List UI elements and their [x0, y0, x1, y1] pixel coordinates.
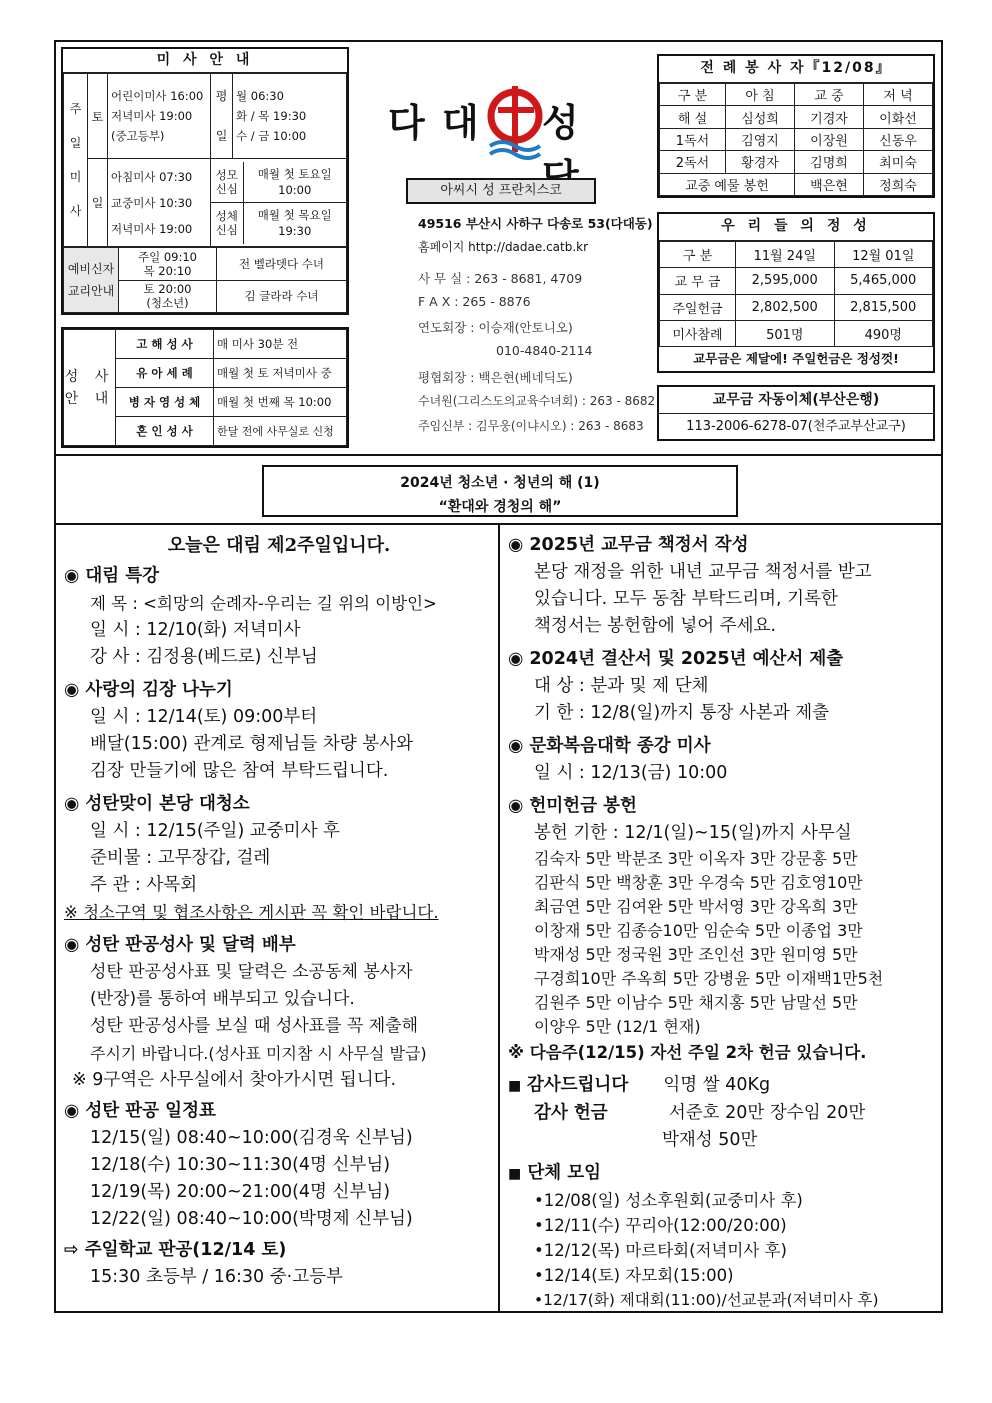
thanks-money-donors: 서준호 20만 장수임 20만	[668, 1103, 866, 1123]
finance-title: 우 리 들 의 정 성	[659, 214, 933, 241]
devotion-cells	[211, 159, 347, 247]
college-mass-heading: ◉ 문화복음대학 종강 미사	[508, 736, 711, 756]
mass-schedule-table	[63, 73, 347, 247]
intro-line: 오늘은 대림 제2주일입니다.	[167, 535, 391, 556]
finance-box	[657, 212, 935, 373]
finance-value: 501명	[736, 320, 835, 346]
pastor-phone: 주임신부 : 김무웅(이냐시오) : 263 - 8683	[418, 419, 644, 433]
holy-body-label: 성체 신심	[211, 203, 243, 244]
holy-mother-label: 성모 신심	[211, 162, 243, 203]
lecture-title: 제 목 : <희망의 순례자-우리는 길 위의 이방인>	[90, 594, 437, 613]
sunday-school-times: 15:30 초등부 / 16:30 중·고등부	[90, 1267, 343, 1287]
kimchi-text: 김장 만들기에 많은 참여 부탁드립니다.	[90, 761, 389, 781]
church-address: 49516 부산시 사하구 다송로 53(다대동)	[418, 216, 653, 231]
minister-name: 황경자	[726, 151, 795, 173]
column-divider	[498, 523, 500, 1313]
sunday-mass-times: 아침미사 07:30 교중미사 10:30 저녁미사 19:00	[108, 159, 211, 247]
special-lecture-heading: ◉ 대림 특강	[64, 566, 160, 586]
minister-name: 기경자	[795, 106, 864, 128]
sacrament-name: 유 아 세 례	[116, 359, 214, 388]
offering-label: 교중 예물 봉헌	[660, 173, 795, 195]
weekday-label: 평 일	[211, 74, 233, 159]
ministers-box	[657, 54, 935, 198]
minister-name: 신동우	[864, 128, 933, 150]
saturday-mass-times: 어린이미사 16:00 저녁미사 19:00 (중고등부)	[108, 74, 211, 159]
cross-logo-icon	[482, 80, 548, 160]
finance-header: 11월 24일	[736, 242, 835, 268]
sunday-label: 일	[88, 159, 108, 247]
schedule-item: 12/22(일) 08:40~10:00(박명제 신부님)	[90, 1209, 413, 1229]
bullet-icon: ◉	[508, 535, 524, 555]
group-meeting: •12/17(화) 제대회(11:00)/선교분과(저녁미사 후)	[534, 1291, 879, 1309]
finance-value: 490명	[834, 320, 933, 346]
church-logo	[382, 86, 622, 166]
mass-guide-title: 미 사 안 내	[63, 49, 347, 73]
donor-line: 최금연 5만 김여완 5만 박서영 3만 강옥희 3만	[534, 897, 858, 916]
catechumen-teacher-1: 전 벨라뎃다 수녀	[217, 248, 347, 281]
donor-line: 이창재 5만 김종승10만 임순숙 5만 이종업 3만	[534, 921, 863, 940]
catechumen-table	[63, 247, 347, 313]
bullet-icon: ◉	[64, 935, 80, 955]
weekday-mass-times: 월 06:30 화 / 목 19:30 수 / 금 10:00	[233, 74, 347, 159]
saturday-label: 토	[88, 74, 108, 159]
office-phone: 사 무 실 : 263 - 8681, 4709	[418, 271, 583, 286]
schedule-item: 12/18(수) 10:30~11:30(4명 신부님)	[90, 1155, 391, 1175]
kimchi-heading: ◉ 사랑의 김장 나누기	[64, 680, 233, 700]
cleaning-date: 일 시 : 12/15(주일) 교중미사 후	[90, 821, 340, 841]
finance-header: 구 분	[660, 242, 736, 268]
parish-council: 연도회장 : 이승재(안토니오)	[418, 320, 573, 335]
minister-role: 1독서	[660, 128, 726, 150]
holy-mother-time: 매월 첫 토요일 10:00	[243, 162, 346, 203]
donor-line: 김숙자 5만 박분조 3만 이옥자 3만 강문홍 5만	[534, 849, 858, 868]
pledge-text: 있습니다. 모두 동참 부탁드리며, 기록한	[534, 589, 838, 609]
pledge-text: 본당 재정을 위한 내년 교무금 책정서를 받고	[534, 562, 872, 582]
bullet-icon: ◉	[64, 566, 80, 586]
thanks-row	[508, 1072, 938, 1100]
catechumen-label: 예비신자 교리안내	[64, 248, 119, 313]
holy-body-time: 매월 첫 목요일 19:30	[243, 203, 346, 244]
budget-target: 대 상 : 분과 및 제 단체	[534, 676, 709, 696]
convent-phone: 수녀원(그리스도의교육수녀회) : 263 - 8682	[418, 394, 656, 408]
sacrament-name: 고 해 성 사	[116, 330, 214, 359]
group-meeting: •12/14(토) 자모회(15:00)	[534, 1266, 734, 1285]
sunday-school-heading: ⇨ 주일학교 판공(12/14 토)	[64, 1240, 287, 1260]
finance-note: 교무금은 제달에! 주일헌금은 정성껏!	[693, 351, 899, 366]
mass-guide-box	[61, 47, 349, 315]
square-bullet-icon: ■	[508, 1166, 522, 1182]
finance-label: 교 무 금	[660, 268, 736, 294]
cleaning-organizer: 주 관 : 사목회	[90, 875, 198, 895]
finance-value: 2,802,500	[736, 294, 835, 320]
autopay-account: 113-2006-6278-07(천주교부산교구)	[686, 419, 906, 434]
rice-offering-heading: ◉ 헌미헌금 봉헌	[508, 796, 637, 816]
confession-text: 성탄 판공성사를 보실 때 성사표를 꼭 제출해	[90, 1016, 419, 1036]
finance-value: 2,815,500	[834, 294, 933, 320]
confession-note: ※ 9구역은 사무실에서 찾아가시면 됩니다.	[72, 1070, 397, 1090]
logo-text-right: 성	[542, 101, 581, 145]
bullet-icon: ◉	[64, 1101, 80, 1121]
group-meeting: •12/11(수) 꾸리아(12:00/20:00)	[534, 1216, 787, 1235]
bulletin-frame	[54, 40, 943, 1313]
minister-name: 김영지	[726, 128, 795, 150]
minister-header: 저 녁	[864, 84, 933, 106]
schedule-heading: ◉ 성탄 판공 일정표	[64, 1101, 216, 1121]
bullet-icon: ◉	[508, 796, 524, 816]
confession-text: (반장)를 통하여 배부되고 있습니다.	[90, 989, 355, 1009]
budget-heading: ◉ 2024년 결산서 및 2025년 예산서 제출	[508, 649, 844, 669]
sacrament-desc: 매 미사 30분 전	[214, 330, 347, 359]
sacrament-name: 혼 인 성 사	[116, 417, 214, 446]
offering-name: 정희숙	[864, 173, 933, 195]
sacrament-name: 병 자 영 성 체	[116, 388, 214, 417]
thanks-money-row	[508, 1100, 938, 1127]
bullet-icon: ◉	[508, 736, 524, 756]
confession-text: 성탄 판공성사표 및 달력은 소공동체 봉사자	[90, 962, 413, 982]
sacrament-desc: 한달 전에 사무실로 신청	[214, 417, 347, 446]
college-mass-date: 일 시 : 12/13(금) 10:00	[534, 763, 728, 783]
donor-line: 박재성 5만 정국원 3만 조인선 3만 원미영 5만	[534, 945, 858, 964]
offering-name: 백은현	[795, 173, 864, 195]
minister-header: 구 분	[660, 84, 726, 106]
minister-role: 해 설	[660, 106, 726, 128]
budget-deadline: 기 한 : 12/8(일)까지 통장 사본과 제출	[534, 703, 830, 723]
pledge-text: 책정서는 봉헌함에 넣어 주세요.	[534, 616, 777, 636]
thanks-money-donors-2: 박재성 50만	[662, 1130, 758, 1150]
minister-name: 김명희	[795, 151, 864, 173]
donor-line: 이양우 5만 (12/1 현재)	[534, 1017, 701, 1036]
schedule-item: 12/19(목) 20:00~21:00(4명 신부님)	[90, 1182, 391, 1202]
cleaning-heading: ◉ 성탄맞이 본당 대청소	[64, 794, 250, 814]
finance-label: 주일헌금	[660, 294, 736, 320]
charity-sunday-note: ※ 다음주(12/15) 자선 주일 2차 헌금 있습니다.	[508, 1043, 867, 1062]
group-meeting: •12/08(일) 성소후원회(교중미사 후)	[534, 1191, 803, 1210]
lay-president: 평협회장 : 백은현(베네딕도)	[418, 370, 573, 385]
council-phone: 010-4840-2114	[496, 343, 593, 358]
catechumen-time-1: 주일 09:10 목 20:10	[119, 248, 217, 281]
thanks-title: 감사드립니다	[526, 1075, 629, 1095]
minister-name: 이장원	[795, 128, 864, 150]
groups-heading: ■ 단체 모임	[508, 1163, 602, 1183]
finance-table	[659, 241, 933, 347]
finance-header: 12월 01일	[834, 242, 933, 268]
rice-offering-period: 봉헌 기한 : 12/1(일)~15(일)까지 사무실	[534, 823, 852, 843]
sacrament-guide-box	[61, 327, 349, 448]
theme-banner	[262, 465, 738, 517]
thanks-money-label: 감사 헌금	[534, 1103, 608, 1123]
sacrament-desc: 매월 첫 번째 목 10:00	[214, 388, 347, 417]
bullet-icon: ◉	[64, 794, 80, 814]
confession-text: 주시기 바랍니다.(성사표 미지참 시 사무실 발급)	[90, 1044, 427, 1063]
square-bullet-icon: ■	[508, 1078, 522, 1094]
finance-label: 미사참례	[660, 320, 736, 346]
thanks-rice: 익명 쌀 40Kg	[663, 1075, 771, 1095]
confession-heading: ◉ 성탄 판공성사 및 달력 배부	[64, 935, 296, 955]
sunday-mass-label: 주 일 미 사	[64, 74, 88, 247]
catechumen-teacher-2: 김 글라라 수녀	[217, 280, 347, 313]
bullet-icon: ◉	[64, 680, 80, 700]
top-divider	[56, 454, 941, 456]
ministers-title: 전 례 봉 사 자『12/08』	[659, 56, 933, 83]
minister-name: 최미숙	[864, 151, 933, 173]
pledge-heading: ◉ 2025년 교무금 책정서 작성	[508, 535, 749, 555]
catechumen-time-2: 토 20:00 (청소년)	[119, 280, 217, 313]
minister-header: 아 침	[726, 84, 795, 106]
sacrament-table	[63, 329, 347, 446]
kimchi-text: 배달(15:00) 관계로 형제님들 차량 봉사와	[90, 734, 414, 754]
logo-text-left: 다 대	[388, 101, 481, 145]
autopay-title: 교무금 자동이체(부산은행)	[659, 387, 933, 414]
donor-line: 김판식 5만 백창훈 3만 우경숙 5만 김호영10만	[534, 873, 863, 892]
donor-line: 김원주 5만 이남수 5만 채지홍 5만 남말선 5만	[534, 993, 858, 1012]
theme-line-1: 2024년 청소년 · 청년의 해 (1)	[400, 475, 600, 491]
minister-name: 이화선	[864, 106, 933, 128]
kimchi-date: 일 시 : 12/14(토) 09:00부터	[90, 707, 318, 727]
patron-saint-banner: 아씨시 성 프란치스코	[406, 178, 596, 204]
sacrament-desc: 매월 첫 토 저녁미사 중	[214, 359, 347, 388]
cleaning-supplies: 준비물 : 고무장갑, 걸레	[90, 848, 271, 868]
finance-value: 5,465,000	[834, 268, 933, 294]
schedule-item: 12/15(일) 08:40~10:00(김경욱 신부님)	[90, 1128, 413, 1148]
group-meeting: •12/12(목) 마르타회(저녁미사 후)	[534, 1241, 787, 1260]
donor-line: 구경희10만 주옥희 5만 강병윤 5만 이재백1만5천	[534, 969, 884, 988]
minister-role: 2독서	[660, 151, 726, 173]
fax-number: F A X : 265 - 8876	[418, 294, 531, 309]
left-column	[64, 532, 494, 1291]
lecture-date: 일 시 : 12/10(화) 저녁미사	[90, 620, 301, 640]
ministers-table	[659, 83, 933, 196]
lecture-speaker: 강 사 : 김정용(베드로) 신부님	[90, 647, 318, 667]
homepage-link[interactable]: 홈페이지 http://dadae.catb.kr	[418, 240, 589, 254]
cleaning-note: ※ 청소구역 및 협조사항은 게시판 꼭 확인 바랍니다.	[64, 903, 439, 922]
theme-line-2: “환대와 경청의 해”	[438, 499, 562, 515]
arrow-right-icon: ⇨	[64, 1240, 79, 1260]
sacrament-label: 성 사 안 내	[64, 330, 116, 446]
minister-header: 교 중	[795, 84, 864, 106]
autopay-box	[657, 385, 935, 441]
bullet-icon: ◉	[508, 649, 524, 669]
right-column	[508, 532, 938, 1313]
finance-value: 2,595,000	[736, 268, 835, 294]
minister-name: 심성희	[726, 106, 795, 128]
